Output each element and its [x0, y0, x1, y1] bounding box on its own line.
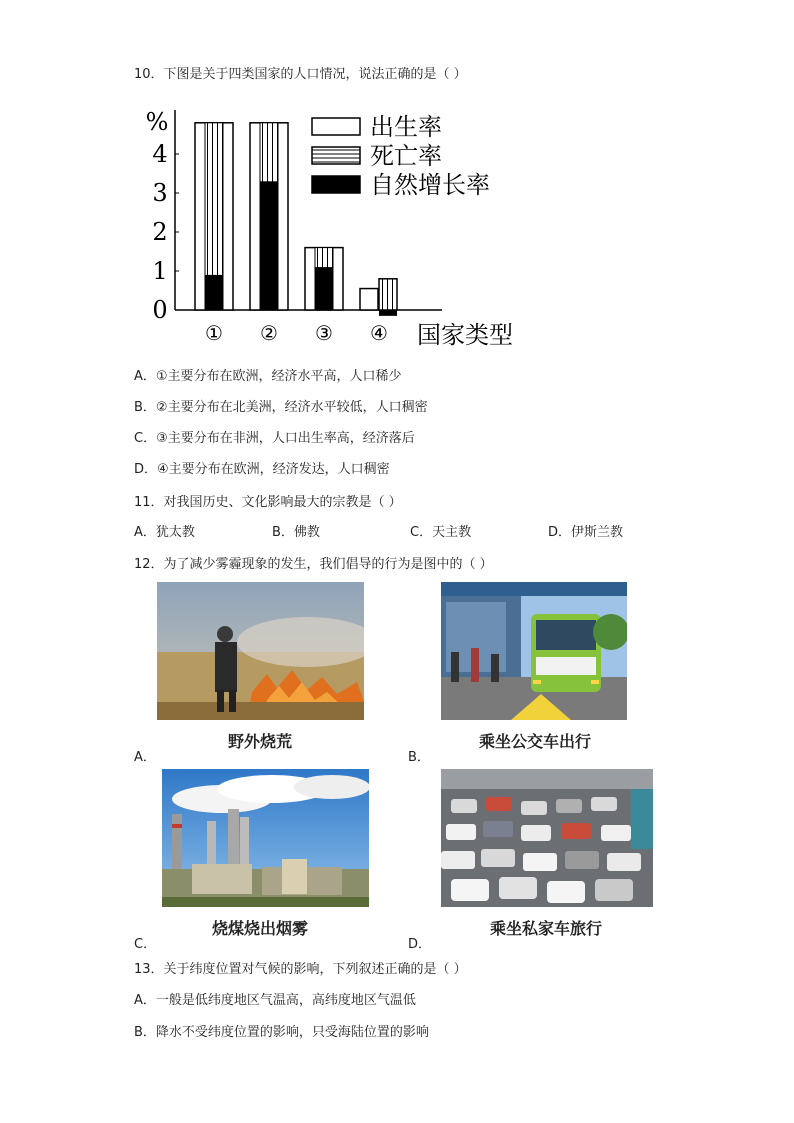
photo-coal-smoke[interactable]: [162, 769, 369, 907]
q11-option-c[interactable]: C．天主教: [410, 525, 472, 540]
population-chart: [140, 100, 540, 350]
q10-option-a[interactable]: A．①主要分布在欧洲，经济水平高，人口稀少: [134, 369, 402, 384]
q12-option-d-letter[interactable]: D．: [408, 937, 432, 952]
q12-option-d-caption: 乘坐私家车旅行: [489, 919, 602, 938]
category-label: ③: [315, 321, 333, 345]
legend-swatch: [312, 176, 360, 193]
q11-option-d[interactable]: D．伊斯兰教: [548, 525, 624, 540]
q12-stem: 12．为了减少雾霾现象的发生，我们倡导的行为是图中的（ ）: [134, 557, 493, 572]
legend-swatch: [312, 147, 360, 164]
population-chart-svg: [140, 100, 540, 350]
bar-natural-growth: [205, 275, 223, 310]
q10-option-d[interactable]: D．④主要分布在欧洲，经济发达，人口稠密: [134, 462, 390, 477]
q12-option-a-caption: 野外烧荒: [227, 732, 292, 751]
q10-option-c[interactable]: C．③主要分布在非洲，人口出生率高，经济落后: [134, 431, 415, 446]
legend-swatch: [312, 118, 360, 135]
y-tick-label: 4: [152, 140, 168, 168]
photo-private-car[interactable]: [441, 769, 653, 907]
bar-natural-growth: [379, 310, 397, 316]
bar-death-rate: [379, 279, 397, 310]
bar-natural-growth: [315, 267, 333, 310]
x-axis-label: 国家类型: [417, 321, 513, 349]
q13-stem: 13．关于纬度位置对气候的影响，下列叙述正确的是（ ）: [134, 962, 467, 977]
legend-label: 死亡率: [370, 142, 442, 170]
q11-option-b[interactable]: B．佛教: [272, 525, 320, 540]
q11-stem: 11．对我国历史、文化影响最大的宗教是（ ）: [134, 495, 402, 510]
q12-option-c-letter[interactable]: C．: [134, 937, 157, 952]
y-axis-label: %: [145, 108, 169, 136]
bar-natural-growth: [260, 181, 278, 310]
q12-option-c-caption: 烧煤烧出烟雾: [211, 919, 308, 938]
category-label: ①: [205, 321, 223, 345]
q12-option-a-letter[interactable]: A．: [134, 750, 156, 765]
q10-stem: 10．下图是关于四类国家的人口情况，说法正确的是（ ）: [134, 67, 467, 82]
q12-option-b-letter[interactable]: B．: [408, 750, 430, 765]
q11-option-a[interactable]: A．犹太教: [134, 525, 195, 540]
y-tick-label: 1: [152, 257, 168, 285]
y-tick-label: 2: [152, 218, 168, 246]
q12-option-b-caption: 乘坐公交车出行: [478, 732, 591, 751]
photo-bus-travel[interactable]: [441, 582, 627, 720]
category-label: ②: [260, 321, 278, 345]
q13-option-b[interactable]: B．降水不受纬度位置的影响，只受海陆位置的影响: [134, 1025, 429, 1040]
legend-label: 出生率: [370, 113, 442, 141]
bar-birth-rate: [360, 289, 378, 310]
legend-label: 自然增长率: [370, 171, 490, 199]
q13-option-a[interactable]: A．一般是低纬度地区气温高，高纬度地区气温低: [134, 993, 416, 1008]
q10-option-b[interactable]: B．②主要分布在北美洲，经济水平较低，人口稠密: [134, 400, 428, 415]
category-label: ④: [370, 321, 388, 345]
y-tick-label: 0: [152, 296, 168, 324]
y-tick-label: 3: [152, 179, 168, 207]
photo-field-burning[interactable]: [157, 582, 364, 720]
